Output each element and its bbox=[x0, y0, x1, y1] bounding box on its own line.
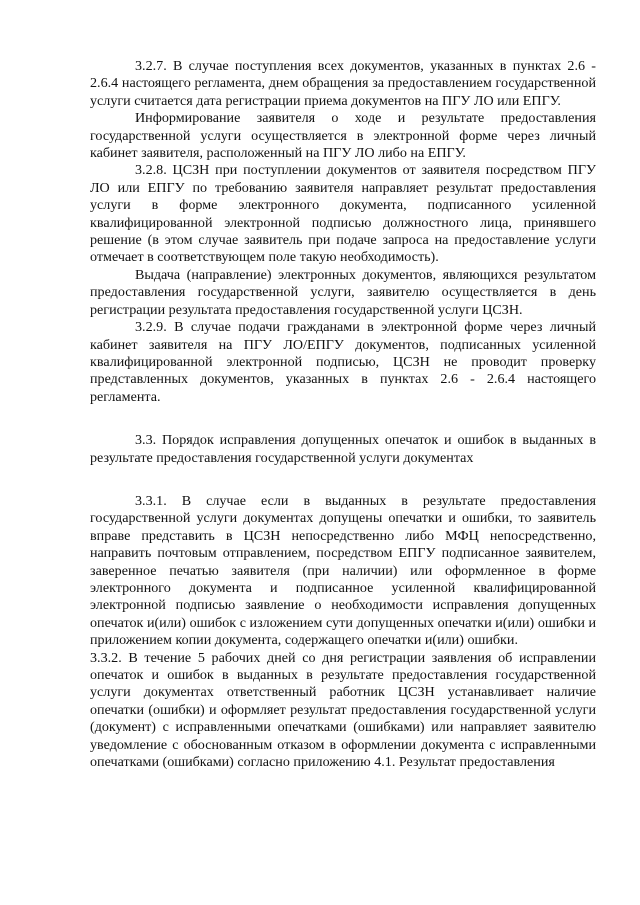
document-page bbox=[90, 58, 596, 771]
paragraph-3-2-8: 3.2.8. ЦСЗН при поступлении документов от заявителя посредством ПГУ ЛО или ЕПГУ по требованию заявителя направляет результат предоставления услуги в форме электронного документа, подписанного усиленной квалифицированной электронной подписью должностного лица, принявшего решение (в этом случае заявитель при подаче запроса на предоставление услуги отмечает в соответствующем поле такую необходимость). bbox=[90, 162, 596, 266]
paragraph-3-2-7: 3.2.7. В случае поступления всех документов, указанных в пунктах 2.6 - 2.6.4 настоящего регламента, днем обращения за предоставлением государственной услуги считается дата регистрации приема документов на ПГУ ЛО или ЕПГУ. bbox=[90, 58, 596, 109]
paragraph-issuance: Выдача (направление) электронных документов, являющихся результатом предоставления государственной услуги, заявителю осуществляется в день регистрации результата предоставления государственной услуги ЦСЗН. bbox=[90, 266, 596, 318]
paragraph-3-3-1: 3.3.1. В случае если в выданных в результате предоставления государственной услуги документах допущены опечатки и ошибки, то заявитель вправе представить в ЦСЗН непосредственно либо МФЦ непосредственно, направить почтовым отправлением, посредством ЕПГУ подписанное заявителем, заверенное печатью заявителя (при наличии) или оформленное в форме электронного документа и подписанное усиленной квалифицированной электронной подписью заявление о необходимости исправления допущенных опечаток и(или) ошибок с изложением сути допущенных опечатки и(или) ошибки и приложением копии документа, содержащего опечатки и(или) ошибки. bbox=[90, 492, 596, 649]
paragraph-informing: Информирование заявителя о ходе и результате предоставления государственной услуги осуществляется в электронной форме через личный кабинет заявителя, расположенный на ПГУ ЛО либо на ЕПГУ. bbox=[90, 110, 596, 162]
section-heading-3-3: 3.3. Порядок исправления допущенных опечаток и ошибок в выданных в результате предоставления государственной услуги документах bbox=[90, 432, 596, 466]
paragraph-3-2-9: 3.2.9. В случае подачи гражданами в электронной форме через личный кабинет заявителя на ПГУ ЛО/ЕПГУ документов, подписанных усиленной квалифицированной электронной подписью, ЦСЗН не проводит проверку представленных документов, указанных в пунктах 2.6 - 2.6.4 настоящего регламента. bbox=[90, 319, 596, 405]
paragraph-3-3-2: 3.3.2. В течение 5 рабочих дней со дня регистрации заявления об исправлении опечаток и ошибок в выданных в результате предоставления государственной услуги документах ответственный работник ЦСЗН устанавливает наличие опечатки (ошибки) и оформляет результат предоставления государственной услуги (документ) с исправленными опечатками (ошибками) или направляет заявителю уведомление с обоснованным отказом в оформлении документа с исправленными опечатками (ошибками) согласно приложению 4.1. Результат предоставления bbox=[90, 649, 596, 771]
